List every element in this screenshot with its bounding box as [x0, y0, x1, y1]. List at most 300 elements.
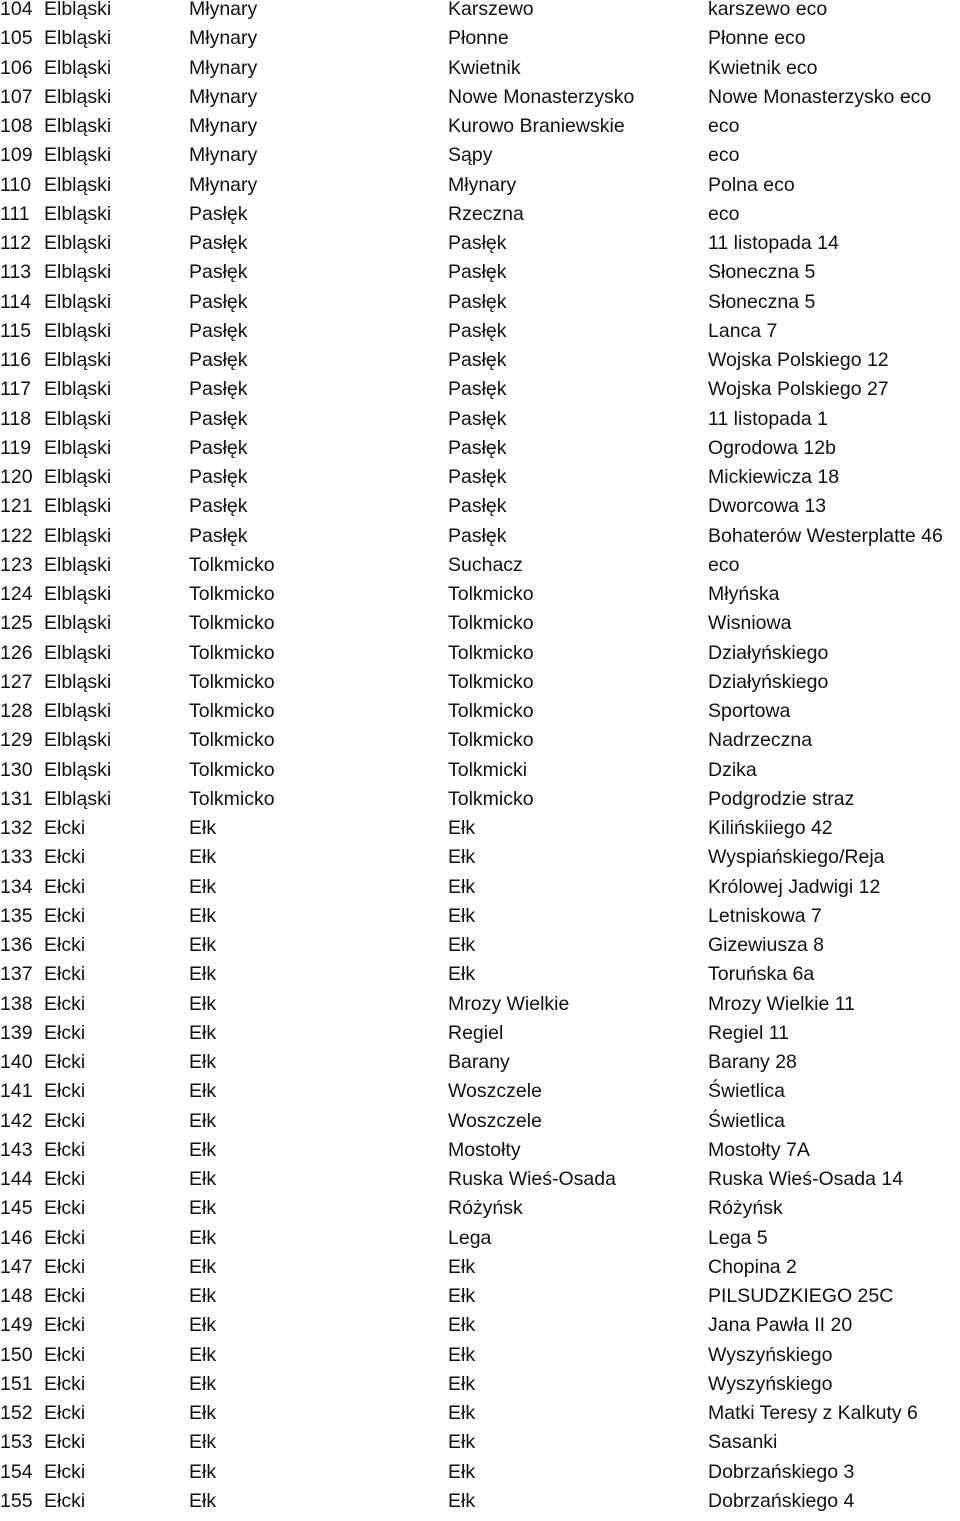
locality-cell: Pasłęk	[448, 466, 507, 488]
municipality-cell: Ełk	[189, 1402, 217, 1424]
row-number: 149	[0, 1314, 33, 1337]
table-row	[0, 117, 960, 146]
county-cell: Elbląski	[44, 232, 112, 254]
municipality-cell: Młynary	[189, 27, 258, 50]
locality-cell: Pasłęk	[448, 232, 507, 254]
table-row	[0, 641, 960, 673]
address-cell: Działyńskiego	[708, 670, 829, 693]
county-cell: Elbląski	[44, 27, 112, 50]
county-cell: Ełcki	[44, 1168, 86, 1190]
address-cell: Regiel 11	[708, 1021, 789, 1044]
county-cell: Elbląski	[44, 290, 112, 313]
row-number: 128	[0, 700, 33, 722]
table-row	[0, 758, 960, 790]
table-row	[0, 1170, 960, 1199]
municipality-cell: Tolkmicko	[189, 553, 275, 576]
row-number: 110	[0, 173, 32, 196]
locality-cell: Pasłęk	[448, 524, 507, 547]
address-cell: Bohaterów Westerplatte 46	[708, 524, 943, 547]
county-cell: Elbląski	[44, 56, 112, 79]
municipality-cell: Ełk	[189, 1051, 217, 1073]
address-cell: Letniskowa 7	[708, 904, 822, 927]
municipality-cell: Ełk	[189, 1226, 217, 1249]
table-row	[0, 1372, 960, 1404]
address-cell: 11 listopada 1	[708, 407, 828, 430]
locality-cell: Pasłęk	[448, 261, 507, 284]
address-cell: Nadrzeczna	[708, 729, 813, 752]
row-number: 109	[0, 144, 33, 167]
address-cell: Nowe Monasterzysko eco	[708, 85, 932, 108]
locality-cell: Tolkmicko	[448, 729, 534, 752]
table-row	[0, 202, 960, 234]
municipality-cell: Pasłęk	[189, 436, 248, 459]
municipality-cell: Pasłęk	[189, 349, 248, 371]
table-row	[0, 702, 960, 731]
table-row	[0, 0, 960, 29]
row-number: 134	[0, 875, 33, 898]
row-number: 147	[0, 1255, 33, 1278]
county-cell: Ełcki	[44, 1285, 86, 1307]
county-cell: Ełcki	[44, 1402, 86, 1424]
address-cell: Podgrodzie straz	[708, 787, 855, 810]
municipality-cell: Ełk	[189, 1197, 217, 1220]
table-row	[0, 1316, 960, 1345]
locality-cell: Mostołty	[448, 1138, 521, 1161]
row-number: 118	[0, 407, 32, 430]
row-number: 132	[0, 817, 33, 839]
row-number: 154	[0, 1460, 33, 1483]
county-cell: Ełcki	[44, 1343, 86, 1366]
table-row	[0, 436, 960, 468]
address-cell: Dworcowa 13	[708, 495, 827, 518]
county-cell: Elbląski	[44, 612, 112, 635]
municipality-cell: Ełk	[189, 1343, 217, 1366]
county-cell: Ełcki	[44, 934, 86, 956]
locality-cell: Karszewo	[448, 0, 534, 20]
county-cell: Ełcki	[44, 1021, 86, 1044]
locality-cell: Nowe Monasterzysko	[448, 85, 635, 108]
table-row	[0, 56, 960, 88]
address-cell: Ogrodowa 12b	[708, 436, 836, 459]
locality-cell: Pasłęk	[448, 378, 507, 401]
table-row	[0, 1489, 960, 1521]
address-cell: Królowej Jadwigi 12	[708, 875, 881, 898]
locality-cell: Tolkmicko	[448, 670, 534, 693]
locality-cell: Młynary	[448, 173, 517, 196]
address-cell: Wyszyńskiego	[708, 1372, 833, 1395]
table-row	[0, 936, 960, 965]
table-row	[0, 1460, 960, 1492]
table-row	[0, 875, 960, 907]
locality-cell: Ełk	[448, 1314, 476, 1337]
table-row	[0, 1226, 960, 1258]
locality-cell: Pasłęk	[448, 319, 507, 342]
municipality-cell: Ełk	[189, 1168, 217, 1190]
county-cell: Elbląski	[44, 378, 112, 401]
row-number: 125	[0, 612, 33, 635]
municipality-cell: Pasłęk	[189, 495, 248, 518]
table-row	[0, 787, 960, 819]
table-row	[0, 524, 960, 556]
county-cell: Ełcki	[44, 1226, 86, 1249]
locality-cell: Ełk	[448, 1460, 476, 1483]
table-row	[0, 319, 960, 351]
row-number: 151	[0, 1372, 33, 1395]
row-number: 145	[0, 1197, 33, 1220]
row-number: 123	[0, 553, 33, 576]
table-row	[0, 173, 960, 205]
county-cell: Ełcki	[44, 963, 86, 986]
address-cell: 11 listopada 14	[708, 232, 839, 254]
row-number: 148	[0, 1285, 33, 1307]
locality-cell: Ruska Wieś-Osada	[448, 1168, 616, 1190]
row-number: 130	[0, 758, 33, 781]
county-cell: Elbląski	[44, 641, 112, 664]
locality-cell: Ełk	[448, 875, 476, 898]
row-number: 146	[0, 1226, 33, 1249]
address-cell: Działyńskiego	[708, 641, 829, 664]
address-cell: Kwietnik eco	[708, 56, 818, 79]
municipality-cell: Tolkmicko	[189, 612, 275, 635]
county-cell: Ełcki	[44, 1314, 86, 1337]
row-number: 155	[0, 1489, 33, 1512]
address-cell: Ruska Wieś-Osada 14	[708, 1168, 904, 1190]
locality-cell: Rzeczna	[448, 202, 524, 225]
county-cell: Ełcki	[44, 992, 86, 1015]
locality-cell: Kwietnik	[448, 56, 521, 79]
locality-cell: Ełk	[448, 1372, 476, 1395]
municipality-cell: Pasłęk	[189, 407, 248, 430]
municipality-cell: Tolkmicko	[189, 700, 275, 722]
municipality-cell: Ełk	[189, 1285, 217, 1307]
address-cell: eco	[708, 144, 740, 167]
municipality-cell: Tolkmicko	[189, 670, 275, 693]
county-cell: Ełcki	[44, 1255, 86, 1278]
table-row	[0, 731, 960, 760]
county-cell: Elbląski	[44, 0, 112, 20]
locality-cell: Mrozy Wielkie	[448, 992, 570, 1015]
address-cell: Polna eco	[708, 173, 795, 196]
municipality-cell: Ełk	[189, 1138, 217, 1161]
county-cell: Elbląski	[44, 261, 112, 284]
address-cell: Wisniowa	[708, 612, 792, 635]
row-number: 117	[0, 378, 32, 401]
locality-cell: Ełk	[448, 1285, 476, 1307]
address-cell: Matki Teresy z Kalkuty 6	[708, 1402, 918, 1424]
locality-cell: Barany	[448, 1051, 510, 1073]
locality-cell: Ełk	[448, 963, 476, 986]
county-cell: Ełcki	[44, 1138, 86, 1161]
row-number: 138	[0, 992, 33, 1015]
table-row	[0, 1433, 960, 1462]
table-row	[0, 1109, 960, 1141]
county-cell: Ełcki	[44, 846, 86, 869]
county-cell: Ełcki	[44, 1460, 86, 1483]
locality-cell: Tolkmicko	[448, 700, 534, 722]
municipality-cell: Tolkmicko	[189, 758, 275, 781]
locality-cell: Ełk	[448, 1255, 476, 1278]
row-number: 143	[0, 1138, 33, 1161]
row-number: 124	[0, 583, 33, 605]
county-cell: Elbląski	[44, 173, 112, 196]
municipality-cell: Młynary	[189, 85, 258, 108]
address-cell: eco	[708, 202, 740, 225]
county-cell: Elbląski	[44, 436, 112, 459]
row-number: 136	[0, 934, 33, 956]
row-number: 129	[0, 729, 33, 752]
address-cell: Gizewiusza 8	[708, 934, 824, 956]
table-row	[0, 553, 960, 585]
address-cell: Dobrzańskiego 3	[708, 1460, 855, 1483]
row-number: 115	[0, 319, 32, 342]
county-cell: Ełcki	[44, 817, 86, 839]
municipality-cell: Ełk	[189, 963, 217, 986]
row-number: 112	[0, 232, 32, 254]
table-row	[0, 1199, 960, 1228]
table-row	[0, 1255, 960, 1287]
county-cell: Elbląski	[44, 758, 112, 781]
municipality-cell: Ełk	[189, 1080, 217, 1103]
table-row	[0, 234, 960, 263]
table-row	[0, 1021, 960, 1053]
locality-cell: Tolkmicki	[448, 758, 528, 781]
municipality-cell: Młynary	[189, 115, 258, 137]
locality-cell: Pasłęk	[448, 407, 507, 430]
table-row	[0, 29, 960, 58]
row-number: 153	[0, 1431, 33, 1454]
municipality-cell: Ełk	[189, 1314, 217, 1337]
locality-cell: Woszczele	[448, 1109, 542, 1132]
municipality-cell: Młynary	[189, 173, 258, 196]
locality-cell: Woszczele	[448, 1080, 542, 1103]
table-row	[0, 468, 960, 497]
address-cell: Mrozy Wielkie 11	[708, 992, 856, 1015]
row-number: 120	[0, 466, 33, 488]
table-row	[0, 1404, 960, 1433]
row-number: 137	[0, 963, 33, 986]
row-number: 127	[0, 670, 33, 693]
row-number: 113	[0, 261, 32, 284]
municipality-cell: Ełk	[189, 1431, 217, 1454]
county-cell: Elbląski	[44, 466, 112, 488]
table-row	[0, 1138, 960, 1170]
municipality-cell: Pasłęk	[189, 378, 248, 401]
locality-cell: Sąpy	[448, 144, 493, 167]
municipality-cell: Młynary	[189, 56, 258, 79]
municipality-cell: Ełk	[189, 1255, 217, 1278]
row-number: 114	[0, 290, 32, 313]
municipality-cell: Ełk	[189, 817, 217, 839]
table-row	[0, 1053, 960, 1082]
municipality-cell: Ełk	[189, 1460, 217, 1483]
row-number: 150	[0, 1343, 33, 1366]
table-row	[0, 585, 960, 614]
address-cell: Barany 28	[708, 1051, 797, 1073]
county-cell: Elbląski	[44, 115, 112, 137]
address-cell: Jana Pawła II 20	[708, 1314, 853, 1337]
locality-cell: Ełk	[448, 904, 476, 927]
county-cell: Ełcki	[44, 1372, 86, 1395]
table-row	[0, 614, 960, 643]
municipality-cell: Pasłęk	[189, 524, 248, 547]
county-cell: Ełcki	[44, 1051, 86, 1073]
address-cell: Płonne eco	[708, 27, 806, 50]
table-row	[0, 848, 960, 877]
row-number: 105	[0, 27, 33, 50]
municipality-cell: Tolkmicko	[189, 583, 275, 605]
locality-cell: Kurowo Braniewskie	[448, 115, 625, 137]
locality-cell: Tolkmicko	[448, 612, 534, 635]
county-cell: Elbląski	[44, 553, 112, 576]
table-row	[0, 85, 960, 117]
county-cell: Elbląski	[44, 670, 112, 693]
address-cell: karszewo eco	[708, 0, 828, 20]
row-number: 119	[0, 436, 32, 459]
locality-cell: Różyńsk	[448, 1197, 523, 1220]
address-cell: Kilińskiiego 42	[708, 817, 833, 839]
address-cell: Mostołty 7A	[708, 1138, 810, 1161]
municipality-cell: Ełk	[189, 1021, 217, 1044]
table-row	[0, 407, 960, 439]
row-number: 111	[0, 202, 30, 225]
address-cell: Sportowa	[708, 700, 791, 722]
address-cell: Toruńska 6a	[708, 963, 815, 986]
row-number: 142	[0, 1109, 33, 1132]
locality-cell: Ełk	[448, 1431, 476, 1454]
locality-cell: Tolkmicko	[448, 641, 534, 664]
locality-cell: Ełk	[448, 846, 476, 869]
table-row	[0, 263, 960, 292]
municipality-cell: Ełk	[189, 1372, 217, 1395]
table-row	[0, 819, 960, 848]
address-cell: Młyńska	[708, 583, 780, 605]
row-number: 108	[0, 115, 33, 137]
county-cell: Ełcki	[44, 1109, 86, 1132]
row-number: 116	[0, 349, 32, 371]
locality-cell: Regiel	[448, 1021, 504, 1044]
table-row	[0, 380, 960, 409]
county-cell: Elbląski	[44, 729, 112, 752]
county-cell: Elbląski	[44, 319, 112, 342]
table-row	[0, 497, 960, 526]
row-number: 152	[0, 1402, 33, 1424]
county-cell: Ełcki	[44, 1080, 86, 1103]
county-cell: Elbląski	[44, 407, 112, 430]
county-cell: Elbląski	[44, 583, 112, 605]
address-cell: Wyspiańskiego/Reja	[708, 846, 885, 869]
table-row	[0, 146, 960, 175]
locality-cell: Ełk	[448, 934, 476, 956]
row-number: 131	[0, 787, 33, 810]
locality-cell: Pasłęk	[448, 349, 507, 371]
table-row	[0, 351, 960, 380]
locality-cell: Pasłęk	[448, 290, 507, 313]
municipality-cell: Ełk	[189, 846, 217, 869]
row-number: 122	[0, 524, 33, 547]
municipality-cell: Ełk	[189, 904, 217, 927]
county-cell: Ełcki	[44, 1489, 86, 1512]
table-row	[0, 904, 960, 936]
locality-cell: Ełk	[448, 817, 476, 839]
locality-cell: Tolkmicko	[448, 787, 534, 810]
county-cell: Ełcki	[44, 875, 86, 898]
municipality-cell: Pasłęk	[189, 232, 248, 254]
table-row	[0, 965, 960, 994]
locality-cell: Tolkmicko	[448, 583, 534, 605]
municipality-cell: Pasłęk	[189, 202, 248, 225]
row-number: 104	[0, 0, 33, 20]
municipality-cell: Ełk	[189, 934, 217, 956]
address-cell: Wyszyńskiego	[708, 1343, 833, 1366]
table-row	[0, 290, 960, 322]
county-cell: Ełcki	[44, 1431, 86, 1454]
locality-cell: Pasłęk	[448, 436, 507, 459]
row-number: 133	[0, 846, 33, 869]
municipality-cell: Tolkmicko	[189, 641, 275, 664]
municipality-cell: Ełk	[189, 875, 217, 898]
address-cell: Wojska Polskiego 27	[708, 378, 889, 401]
row-number: 121	[0, 495, 33, 518]
municipality-cell: Pasłęk	[189, 261, 248, 284]
locality-cell: Płonne	[448, 27, 509, 50]
municipality-cell: Pasłęk	[189, 290, 248, 313]
municipality-cell: Młynary	[189, 0, 258, 20]
address-cell: eco	[708, 115, 740, 137]
address-cell: Wojska Polskiego 12	[708, 349, 889, 371]
address-cell: Świetlica	[708, 1109, 785, 1132]
address-cell: Świetlica	[708, 1080, 785, 1103]
address-cell: Sasanki	[708, 1431, 778, 1454]
county-cell: Elbląski	[44, 144, 112, 167]
table-row	[0, 992, 960, 1024]
locality-cell: Ełk	[448, 1489, 476, 1512]
locality-cell: Suchacz	[448, 553, 523, 576]
municipality-cell: Ełk	[189, 1489, 217, 1512]
locality-cell: Pasłęk	[448, 495, 507, 518]
table-row	[0, 1343, 960, 1375]
row-number: 141	[0, 1080, 33, 1103]
county-cell: Elbląski	[44, 700, 112, 722]
municipality-cell: Ełk	[189, 992, 217, 1015]
address-cell: Dzika	[708, 758, 757, 781]
address-cell: Mickiewicza 18	[708, 466, 840, 488]
table-row	[0, 1287, 960, 1316]
county-cell: Elbląski	[44, 495, 112, 518]
municipality-cell: Tolkmicko	[189, 787, 275, 810]
county-cell: Elbląski	[44, 349, 112, 371]
row-number: 126	[0, 641, 33, 664]
address-cell: eco	[708, 553, 740, 576]
address-cell: Lega 5	[708, 1226, 768, 1249]
address-cell: Lanca 7	[708, 319, 778, 342]
county-cell: Elbląski	[44, 524, 112, 547]
locality-cell: Ełk	[448, 1402, 476, 1424]
county-cell: Ełcki	[44, 1197, 86, 1220]
row-number: 135	[0, 904, 33, 927]
row-number: 144	[0, 1168, 33, 1190]
row-number: 107	[0, 85, 33, 108]
municipality-cell: Pasłęk	[189, 466, 248, 488]
locality-cell: Ełk	[448, 1343, 476, 1366]
table-row	[0, 670, 960, 702]
locality-cell: Lega	[448, 1226, 492, 1249]
address-cell: PILSUDZKIEGO 25C	[708, 1285, 894, 1307]
address-cell: Słoneczna 5	[708, 290, 816, 313]
municipality-cell: Pasłęk	[189, 319, 248, 342]
row-number: 140	[0, 1051, 33, 1073]
address-cell: Dobrzańskiego 4	[708, 1489, 855, 1512]
address-cell: Słoneczna 5	[708, 261, 816, 284]
